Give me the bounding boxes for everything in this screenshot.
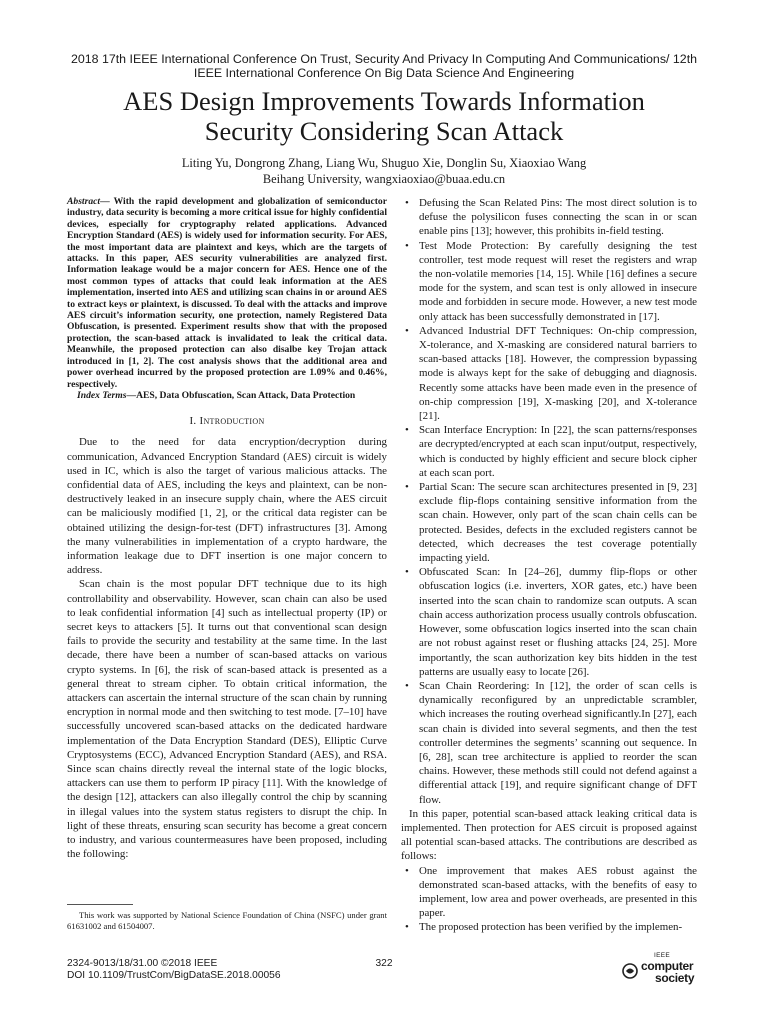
author-names: Liting Yu, Dongrong Zhang, Liang Wu, Shuguo Xie, Donglin Su, Xiaoxiao Wang <box>181 156 587 170</box>
bullet-icon: • <box>405 566 409 579</box>
index-terms-label: Index Terms <box>77 389 127 401</box>
list-item: • Partial Scan: The secure scan architectures presented in [9, 23] exclude flip-flops containing sensitive information from the scan chain. However, only part of the scan chain cells can be protected. Besides, defects in the excluded registers cannot be detected, which decreases the test coverage potentially impacting yield. <box>405 481 697 565</box>
left-column <box>67 196 387 861</box>
list-item: • One improvement that makes AES robust against the demonstrated scan-based attacks, with the benefits of easy to implement, low area and power overheads, are presented in this paper. <box>405 864 697 920</box>
ieee-computer-society-logo <box>622 952 702 990</box>
bullet-icon: • <box>405 239 409 252</box>
author-block <box>40 155 728 187</box>
footer-copyright-block <box>67 958 281 981</box>
page-number: 322 <box>375 958 393 969</box>
bullet-icon: • <box>405 481 409 494</box>
abstract-label: Abstract <box>67 196 101 207</box>
conference-line-1: 2018 17th IEEE International Conference On Trust, Security And Privacy In Computing And Communications/ 12th <box>70 52 698 66</box>
list-item: • The proposed protection has been verified by the implemen- <box>405 921 683 934</box>
author-affiliation: Beihang University, wangxiaoxiao@buaa.edu.cn <box>262 172 506 186</box>
paper-title-line-2: Security Considering Scan Attack <box>204 116 564 146</box>
index-terms-text: —AES, Data Obfuscation, Scan Attack, Data Protection <box>126 389 356 401</box>
logo-society-text: society <box>655 971 695 985</box>
doi-line: DOI 10.1109/TrustCom/BigDataSE.2018.00056 <box>67 969 281 981</box>
copyright-line: 2324-9013/18/31.00 ©2018 IEEE <box>67 958 218 969</box>
abstract <box>67 196 387 390</box>
right-column <box>401 196 697 935</box>
contribution-intro-paragraph: In this paper, potential scan-based attack leaking critical data is implemented. Then protection for AES circuit is proposed against all potential scan-based attacks. The contributions are described as follows: <box>401 807 697 863</box>
bullet-icon: • <box>405 424 409 437</box>
list-item: • Obfuscated Scan: In [24–26], dummy flip-flops or other obfuscation logics (i.e. inverters, XOR gates, etc.) have been inserted into the scan chain to randomize scan outputs. A scan chain access authorization process usually controls obfuscation. However, some obfuscation logics inserted into the scan chain are not robust against reset or flushing attacks [24, 25]. More importantly, the scan authorization key bits hidden in the test patterns are usually easy to locate [26]. <box>405 566 697 678</box>
bullet-icon: • <box>405 921 409 934</box>
list-item: • Scan Interface Encryption: In [22], the scan patterns/responses are decrypted/encrypted at each scan input/output, respectively, which is conducted by highly efficient and secure block cipher at each scan port. <box>405 424 697 479</box>
bullet-icon: • <box>405 197 409 209</box>
footnote: This work was supported by National Science Foundation of China (NSFC) under grant 61631002 and 61504007. <box>67 910 387 931</box>
conference-header <box>40 52 728 80</box>
paper-title <box>40 86 728 146</box>
intro-paragraph-2: Scan chain is the most popular DFT technique due to its high controllability and observability. However, scan chain can also be used to leak confidential information [4] such as intellectual property (IP) or secret keys to attackers [5]. It turns out that conventional scan design fails to provide the security and testability at the same time. In the last decade, there have been a number of scan-based attacks on various crypto systems. In [6], the risk of scan-based attack is presented as a general threat to stream cipher. To obtain critical information, the attackers can ascertain the internal structure of the scan chain by running encryption in normal mode and then switching to test mode. [7–10] have successfully uncovered scan-based attacks on the dedicated hardware implementation of the Data Encryption Standard (DES), Elliptic Curve Cryptosystems (ECC), Advanced Encryption Standard (AES), and RSA. Since scan chains directly reveal the internal state of the logic blocks, attackers can use them to perform IP piracy [11]. With the knowledge of the design [12], attackers can also illegally control the chip by scanning in illegal values into the system status registers to disrupt the chip. In light of these threats, ensuring scan security has become a great concern to industry, and various countermeasures have been proposed, including the following: <box>67 578 387 861</box>
computer-society-mark-icon <box>622 963 638 979</box>
list-item: • Advanced Industrial DFT Techniques: On-chip compression, X-tolerance, and X-masking are considered natural barriers to scan-based attacks [18]. However, the compression bypassing mode is always kept for the sake of debugging and diagnosis. Recently some attacks have been made even in the presence of on-chip compression [19], X-masking [20], and X-tolerance [21]. <box>405 324 697 423</box>
countermeasure-list <box>401 196 697 807</box>
logo-computer-text: computer <box>641 959 694 973</box>
index-terms <box>67 390 387 401</box>
list-item: • Scan Chain Reordering: In [12], the order of scan cells is dynamically reconfigured by an unpredictable scrambler, which increases the routing overhead significantly.In [27], each scan chain is divided into several segments, and then the test controller determines the segments’ scanning out sequence. In [6, 28], scan tree architecture is applied to reorder the scan chains. However, these methods still could not defend against a differential attack [19], and require significant change of DFT flow. <box>405 679 697 806</box>
conference-line-2: IEEE International Conference On Big Data Science And Engineering <box>193 66 575 80</box>
logo-ieee-text: IEEE <box>654 952 671 959</box>
paper-title-line-1: AES Design Improvements Towards Information <box>123 86 645 116</box>
bullet-icon: • <box>405 324 409 337</box>
bullet-icon: • <box>405 679 409 692</box>
section-heading: I. Introduction <box>189 415 265 428</box>
list-item: • Test Mode Protection: By carefully designing the test controller, test mode request will reset the registers and wrap the non-volatile memories [14, 15]. While [16] defines a secure mode for the system, and scan test is only allowed in insecure mode and forbidden in secure mode. However, a new test mode only attack has been successfully demonstrated in [17]. <box>405 239 697 323</box>
intro-paragraph-1: Due to the need for data encryption/decryption during communication, Advanced Encryption Standard (AES) circuit is widely used in IC, which is also the target of various malicious attacks. The confidential data of AES, including the keys and plaintext, can be non-destructively leaked in an insecure supply chain, where the AES circuit can be maliciously modified [1, 2], or the critical data register can be obtained utilizing the design-for-test (DFT) infrastructures [3]. Among the many vulnerabilities in implementation of a crypto hardware, the information leakage due to DFT insertion is one major concern to address. <box>67 436 387 577</box>
bullet-icon: • <box>405 864 409 877</box>
footnote-rule <box>67 904 133 905</box>
abstract-text: — With the rapid development and globalization of semiconductor industry, data security is becoming a more critical issue for highly confidential devices, especially for cryptography related applications. Advanced Encryption Standard (AES) is widely used for information security. For AES, the most important data are plaintext and keys, which are the targets of attacks. In this paper, AES security vulnerabilities are analyzed first. Information leakage would be a major concern for AES. Hence one of the most common types of attacks that could leak information at the AES implementation, inserted into AES and utilizing scan chains in or around AES to extract keys or plaintext, is discussed. To deal with the attacks and improve AES circuit’s information security, one protection, namely Registered Data Obfuscation, is presented. Experiment results show that with the proposed protection, the scan-based attack is invalidated to leak the critical data. Meanwhile, the proposed protection can also disalbe key Trojan attack introduced in [1, 2]. The cost analysis shows that the additional area and power overhead incurred by the proposed protection are 1.09% and 0.46%, respectively. <box>67 196 387 390</box>
contribution-list <box>401 864 697 935</box>
list-item: • Defusing the Scan Related Pins: The most direct solution is to defuse the polysilicon fuses connecting the scan in or scan enable pins [13]; however, this prohibits in-field testing. <box>405 197 697 238</box>
